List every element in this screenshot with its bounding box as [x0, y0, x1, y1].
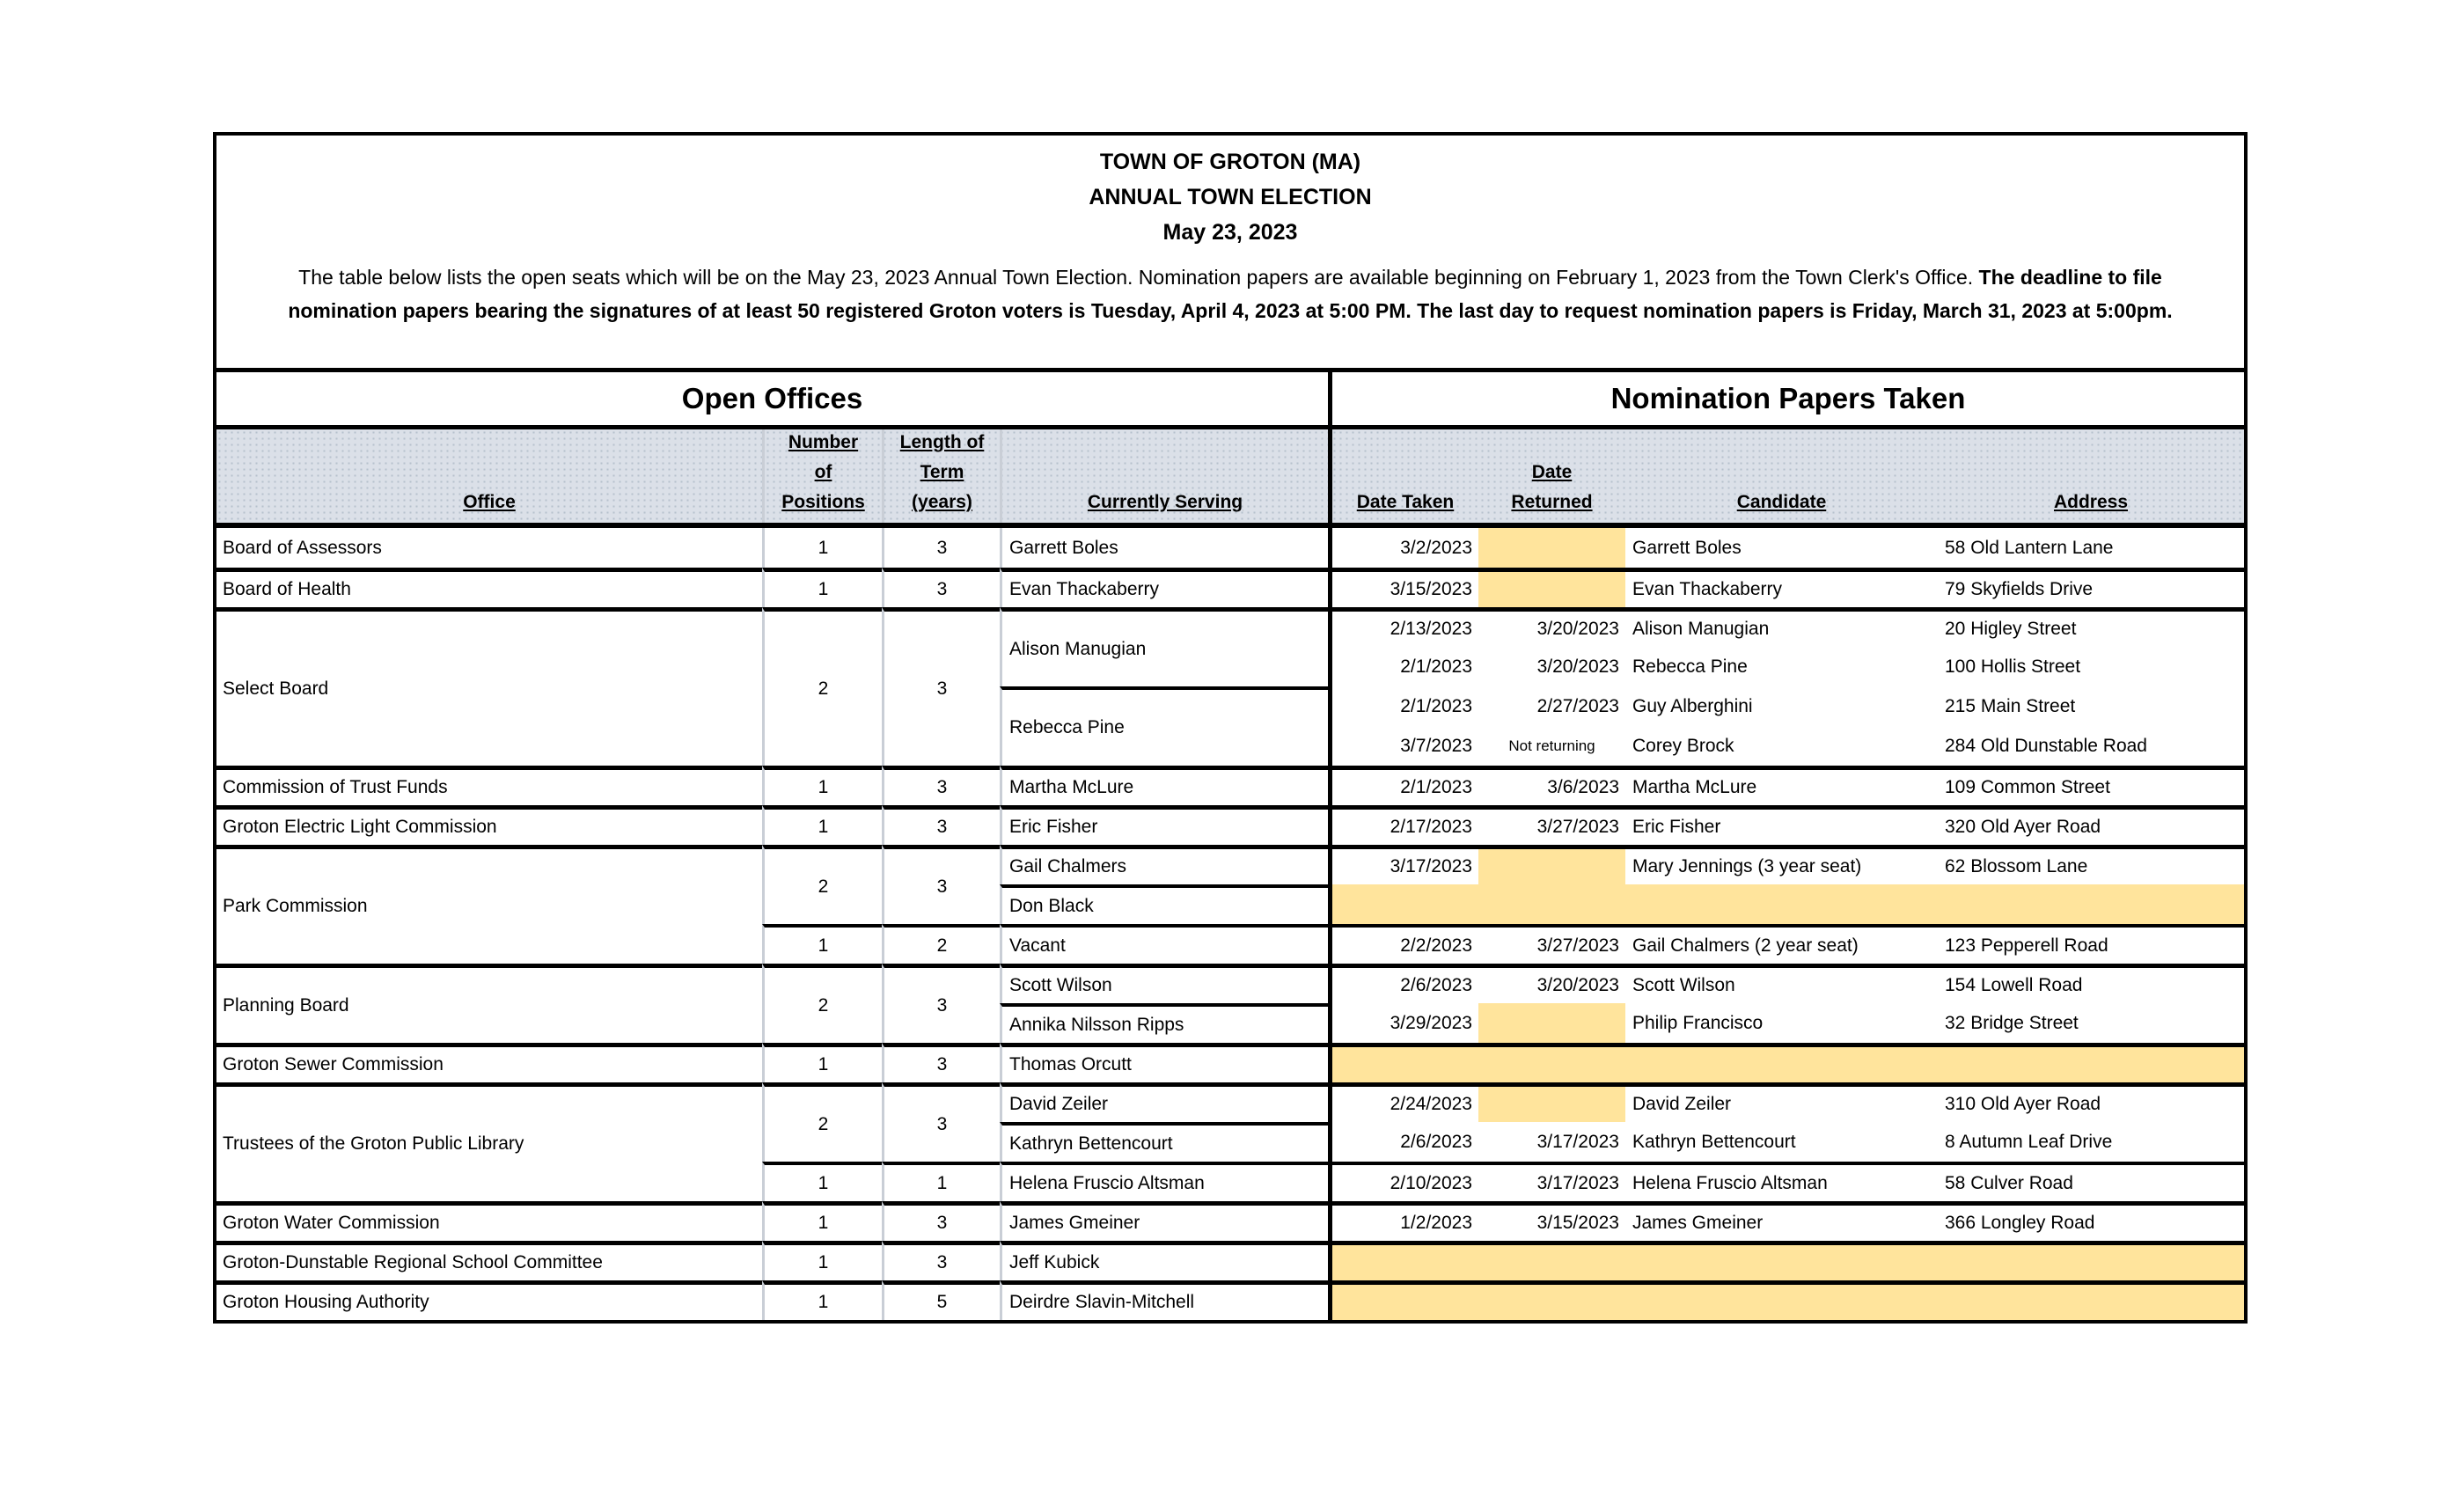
date-taken-cell: 2/6/2023 — [1328, 964, 1478, 1003]
office-cell: Groton-Dunstable Regional School Committee — [216, 1241, 762, 1280]
column-header-address — [1938, 429, 2244, 523]
section-header-row — [216, 368, 2244, 425]
office-cell: Park Commission — [216, 845, 762, 964]
address-cell: 58 Culver Road — [1938, 1162, 2244, 1201]
num-positions-cell: 1 — [762, 1280, 882, 1320]
term-cell: 3 — [882, 766, 1000, 805]
serving-cell: Thomas Orcutt — [1000, 1043, 1328, 1082]
title-block — [216, 136, 2244, 368]
office-cell: Groton Electric Light Commission — [216, 805, 762, 845]
empty-highlight-cell — [1478, 1082, 1625, 1122]
empty-highlight-cell — [1328, 1280, 1478, 1320]
term-cell: 1 — [882, 1162, 1000, 1201]
office-cell: Select Board — [216, 607, 762, 766]
intro-paragraph — [216, 260, 2244, 327]
column-header-positions — [762, 429, 882, 523]
term-cell: 3 — [882, 845, 1000, 924]
column-header-term — [882, 429, 1000, 523]
doc-title-date: May 23, 2023 — [1162, 220, 1298, 245]
term-cell: 3 — [882, 1241, 1000, 1280]
term-cell: 3 — [882, 805, 1000, 845]
date-returned-cell: 3/6/2023 — [1478, 766, 1625, 805]
date-returned-cell: Not returning — [1508, 737, 1595, 754]
column-header-currently-serving — [1000, 429, 1328, 523]
address-cell: 100 Hollis Street — [1945, 656, 2081, 677]
serving-cell: Garrett Boles — [1000, 528, 1328, 568]
column-header-label: Address — [2053, 492, 2129, 512]
column-header-label: Date — [1531, 462, 1573, 482]
date-taken-cell: 3/29/2023 — [1328, 1003, 1478, 1043]
doc-title-town: TOWN OF GROTON (MA) — [1099, 150, 1361, 174]
num-positions-cell: 1 — [762, 1043, 882, 1082]
candidate-cell: Kathryn Bettencourt — [1632, 1131, 1796, 1152]
office-cell: Board of Health — [216, 568, 762, 607]
date-taken-cell: 2/1/2023 — [1328, 686, 1478, 726]
column-header-label: Term — [920, 462, 964, 482]
term-cell: 2 — [882, 924, 1000, 964]
serving-cell: Eric Fisher — [1000, 805, 1328, 845]
serving-cell: Evan Thackaberry — [1000, 568, 1328, 607]
address-cell: 20 Higley Street — [1938, 607, 2244, 647]
term-cell: 3 — [882, 1043, 1000, 1082]
election-document — [213, 132, 2248, 1324]
section-title-open-offices: Open Offices — [681, 382, 863, 414]
column-header-office — [216, 429, 762, 523]
column-header-label: Length of — [899, 432, 985, 452]
candidate-cell: Garrett Boles — [1632, 537, 1742, 558]
empty-highlight-cell — [1478, 568, 1625, 607]
empty-highlight-cell — [1478, 1241, 1625, 1280]
column-header-label: Candidate — [1736, 492, 1827, 512]
date-taken-cell: 3/2/2023 — [1328, 528, 1478, 568]
serving-cell: Deirdre Slavin-Mitchell — [1000, 1280, 1328, 1320]
date-taken-cell: 3/7/2023 — [1328, 726, 1478, 766]
term-cell: 3 — [882, 964, 1000, 1043]
address-cell: 109 Common Street — [1938, 766, 2244, 805]
address-cell: 310 Old Ayer Road — [1938, 1082, 2244, 1122]
date-taken-cell: 2/24/2023 — [1328, 1082, 1478, 1122]
candidate-cell: Helena Fruscio Altsman — [1625, 1162, 1938, 1201]
date-returned-cell: 3/27/2023 — [1478, 924, 1625, 964]
empty-highlight-cell — [1625, 1241, 1938, 1280]
section-title-nomination-papers: Nomination Papers Taken — [1328, 372, 2244, 425]
candidate-cell: David Zeiler — [1625, 1082, 1938, 1122]
date-taken-cell: 2/1/2023 — [1328, 766, 1478, 805]
address-cell: 123 Pepperell Road — [1938, 924, 2244, 964]
serving-cell: Don Black — [1000, 884, 1328, 924]
num-positions-cell: 1 — [762, 1201, 882, 1241]
intro-text-normal: The table below lists the open seats which will be on the May 23, 2023 Annual Town Election. Nomination papers are available beginning on February 1, 2023 from the Town Clerk's Office. — [298, 266, 1979, 289]
date-returned-cell: 3/17/2023 — [1536, 1131, 1619, 1152]
empty-highlight-cell — [1478, 1280, 1625, 1320]
column-header-label: Number — [788, 432, 859, 452]
serving-cell: Kathryn Bettencourt — [1000, 1122, 1328, 1162]
date-returned-cell: 3/17/2023 — [1478, 1162, 1625, 1201]
column-header-row — [216, 425, 2244, 528]
column-header-label: Returned — [1511, 492, 1593, 512]
offices-table — [216, 528, 2244, 1320]
column-header-label: of — [814, 462, 832, 482]
date-taken-cell: 2/10/2023 — [1328, 1162, 1478, 1201]
address-cell: 215 Main Street — [1945, 695, 2076, 716]
column-header-label: Office — [463, 492, 516, 512]
office-cell: Groton Housing Authority — [216, 1280, 762, 1320]
empty-highlight-cell — [1625, 884, 1938, 924]
term-cell: 5 — [882, 1280, 1000, 1320]
empty-highlight-cell — [1478, 528, 1625, 568]
num-positions-cell: 1 — [762, 568, 882, 607]
empty-highlight-cell — [1938, 884, 2244, 924]
doc-title-election: ANNUAL TOWN ELECTION — [1089, 185, 1372, 209]
term-cell: 3 — [882, 568, 1000, 607]
address-cell: 32 Bridge Street — [1945, 1012, 2079, 1033]
date-taken-cell: 2/13/2023 — [1328, 607, 1478, 647]
candidate-cell: Mary Jennings (3 year seat) — [1625, 845, 1938, 884]
office-cell: Board of Assessors — [223, 537, 382, 558]
candidate-cell: Martha McLure — [1625, 766, 1938, 805]
column-header-label: (years) — [912, 492, 972, 512]
column-header-label: Date Taken — [1356, 492, 1455, 512]
address-cell: 284 Old Dunstable Road — [1945, 735, 2147, 756]
date-returned-cell: 3/20/2023 — [1478, 964, 1625, 1003]
empty-highlight-cell — [1938, 1043, 2244, 1082]
num-positions-cell: 1 — [762, 805, 882, 845]
empty-highlight-cell — [1328, 1241, 1478, 1280]
serving-cell: Jeff Kubick — [1000, 1241, 1328, 1280]
num-positions-cell: 2 — [762, 607, 882, 766]
column-header-label: Currently Serving — [1087, 492, 1243, 512]
num-positions-cell: 1 — [762, 1162, 882, 1201]
serving-cell: Alison Manugian — [1000, 607, 1328, 686]
num-positions-cell: 2 — [762, 845, 882, 924]
date-taken-cell: 2/1/2023 — [1328, 647, 1478, 686]
date-taken-cell: 3/15/2023 — [1328, 568, 1478, 607]
office-cell: Commission of Trust Funds — [216, 766, 762, 805]
column-header-date-returned — [1478, 429, 1625, 523]
term-cell: 3 — [882, 1082, 1000, 1162]
address-cell: 320 Old Ayer Road — [1938, 805, 2244, 845]
candidate-cell: Eric Fisher — [1625, 805, 1938, 845]
num-positions-cell: 1 — [762, 766, 882, 805]
date-returned-cell: 3/27/2023 — [1478, 805, 1625, 845]
empty-highlight-cell — [1478, 884, 1625, 924]
serving-cell: Annika Nilsson Ripps — [1000, 1003, 1328, 1043]
serving-cell: James Gmeiner — [1000, 1201, 1328, 1241]
address-cell: 366 Longley Road — [1938, 1201, 2244, 1241]
empty-highlight-cell — [1625, 1280, 1938, 1320]
address-cell: 154 Lowell Road — [1938, 964, 2244, 1003]
empty-highlight-cell — [1938, 1280, 2244, 1320]
candidate-cell: Gail Chalmers (2 year seat) — [1625, 924, 1938, 964]
empty-highlight-cell — [1478, 1043, 1625, 1082]
candidate-cell: Philip Francisco — [1632, 1012, 1764, 1033]
num-positions-cell: 1 — [762, 528, 882, 568]
serving-cell: Helena Fruscio Altsman — [1000, 1162, 1328, 1201]
column-header-candidate — [1625, 429, 1938, 523]
candidate-cell: Alison Manugian — [1625, 607, 1938, 647]
address-cell: 79 Skyfields Drive — [1938, 568, 2244, 607]
date-returned-cell: 2/27/2023 — [1536, 695, 1619, 716]
column-header-label: Positions — [781, 492, 865, 512]
address-cell: 8 Autumn Leaf Drive — [1945, 1131, 2113, 1152]
office-cell: Planning Board — [216, 964, 762, 1043]
column-header-date-taken — [1328, 429, 1478, 523]
term-cell: 3 — [882, 1201, 1000, 1241]
date-returned-cell: 3/20/2023 — [1536, 656, 1619, 677]
office-cell: Trustees of the Groton Public Library — [216, 1082, 762, 1201]
serving-cell: Scott Wilson — [1000, 964, 1328, 1003]
date-taken-cell: 1/2/2023 — [1328, 1201, 1478, 1241]
serving-cell: Gail Chalmers — [1000, 845, 1328, 884]
num-positions-cell: 1 — [762, 1241, 882, 1280]
office-cell: Groton Sewer Commission — [216, 1043, 762, 1082]
empty-highlight-cell — [1328, 1043, 1478, 1082]
candidate-cell: Evan Thackaberry — [1625, 568, 1938, 607]
serving-cell: David Zeiler — [1000, 1082, 1328, 1122]
num-positions-cell: 2 — [762, 964, 882, 1043]
office-cell: Groton Water Commission — [216, 1201, 762, 1241]
empty-highlight-cell — [1625, 1043, 1938, 1082]
term-cell: 3 — [882, 607, 1000, 766]
date-taken-cell: 2/2/2023 — [1328, 924, 1478, 964]
address-cell: 58 Old Lantern Lane — [1945, 537, 2114, 558]
date-taken-cell: 2/6/2023 — [1328, 1122, 1478, 1162]
candidate-cell: Corey Brock — [1632, 735, 1734, 756]
num-positions-cell: 1 — [762, 924, 882, 964]
empty-highlight-cell — [1328, 884, 1478, 924]
empty-highlight-cell — [1478, 845, 1625, 884]
serving-cell: Vacant — [1000, 924, 1328, 964]
term-cell: 3 — [882, 528, 1000, 568]
date-taken-cell: 2/17/2023 — [1328, 805, 1478, 845]
date-taken-cell: 3/17/2023 — [1328, 845, 1478, 884]
candidate-cell: Guy Alberghini — [1632, 695, 1753, 716]
num-positions-cell: 2 — [762, 1082, 882, 1162]
intro-text-bold: The deadline to file nomination papers bearing the signatures of at least 50 registered Groton voters is Tuesday, April 4, 2023 at 5:00 PM. The last day to request nomination papers is Friday, March 31, 2023 at 5:00pm. — [288, 266, 2173, 322]
date-returned-cell: 3/15/2023 — [1478, 1201, 1625, 1241]
serving-cell: Martha McLure — [1000, 766, 1328, 805]
candidate-cell: Rebecca Pine — [1632, 656, 1748, 677]
empty-highlight-cell — [1938, 1241, 2244, 1280]
address-cell: 62 Blossom Lane — [1938, 845, 2244, 884]
candidate-cell: James Gmeiner — [1625, 1201, 1938, 1241]
empty-highlight-cell — [1478, 1003, 1625, 1043]
date-returned-cell: 3/20/2023 — [1478, 607, 1625, 647]
candidate-cell: Scott Wilson — [1625, 964, 1938, 1003]
serving-cell: Rebecca Pine — [1000, 686, 1328, 766]
